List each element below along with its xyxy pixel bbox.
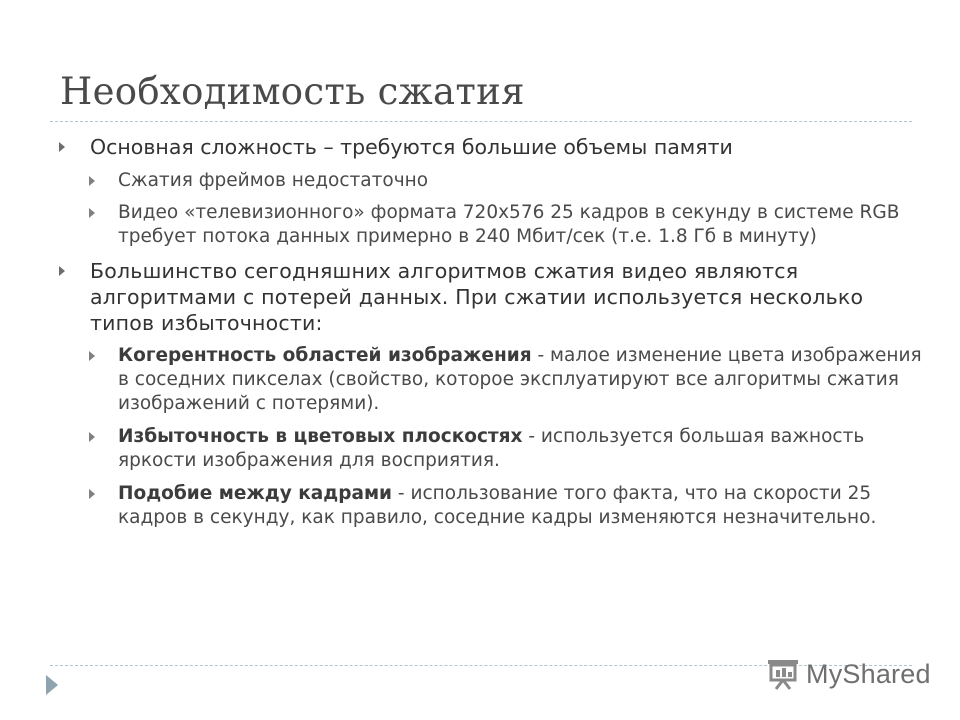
triangle-bullet-icon — [89, 432, 95, 442]
term-bold: Избыточность в цветовых плоскостях — [118, 426, 523, 447]
sub-bullet-item-spatial-coherence — [56, 344, 926, 416]
sub-bullet-item-interframe — [56, 482, 926, 530]
sub-bullet-item-tv-format — [56, 201, 926, 249]
slide-title: Необходимость сжатия — [60, 70, 525, 113]
watermark — [766, 654, 931, 694]
corner-triangle-icon — [46, 675, 58, 695]
title-divider — [50, 121, 912, 122]
sub-bullet-text: Видео «телевизионного» формата 720x576 25 кадров в секунду в системе RGB требует потока данных примерно в 240 Мбит/сек (т.е. 1.8 Гб в минуту) — [118, 202, 900, 247]
watermark-text: MyShared — [806, 658, 931, 689]
triangle-bullet-icon — [89, 176, 95, 186]
term-description: - малое изменение цвета изображения в соседних пикселах (свойство, которое эксплуатируют все алгоритмы сжатия изображений с потерями). — [118, 345, 922, 414]
sub-bullet-text: Сжатия фреймов недостаточно — [118, 170, 429, 191]
sub-bullet-item-color-planes — [56, 425, 926, 473]
triangle-bullet-icon — [59, 142, 65, 152]
bullet-text: Большинство сегодняшних алгоритмов сжатия видео являются алгоритмами с потерей данных. При сжатии используется несколько типов избыточности: — [90, 259, 864, 335]
triangle-bullet-icon — [89, 351, 95, 361]
bullet-text: Основная сложность – требуются большие объемы памяти — [90, 135, 733, 159]
slide-content — [56, 130, 926, 530]
presentation-board-icon — [766, 658, 800, 690]
term-bold: Когерентность областей изображения — [118, 345, 532, 366]
triangle-bullet-icon — [89, 489, 95, 499]
sub-bullet-item-frames — [56, 169, 926, 193]
term-bold: Подобие между кадрами — [118, 483, 393, 504]
triangle-bullet-icon — [89, 208, 95, 218]
term-description: - используется большая важность яркости изображения для восприятия. — [118, 426, 865, 471]
bullet-item-lossy-algorithms — [56, 258, 926, 336]
triangle-bullet-icon — [59, 266, 65, 276]
term-description: - использование того факта, что на скорости 25 кадров в секунду, как правило, соседние кадры изменяются незначительно. — [118, 483, 877, 528]
bullet-item-memory — [56, 134, 926, 160]
